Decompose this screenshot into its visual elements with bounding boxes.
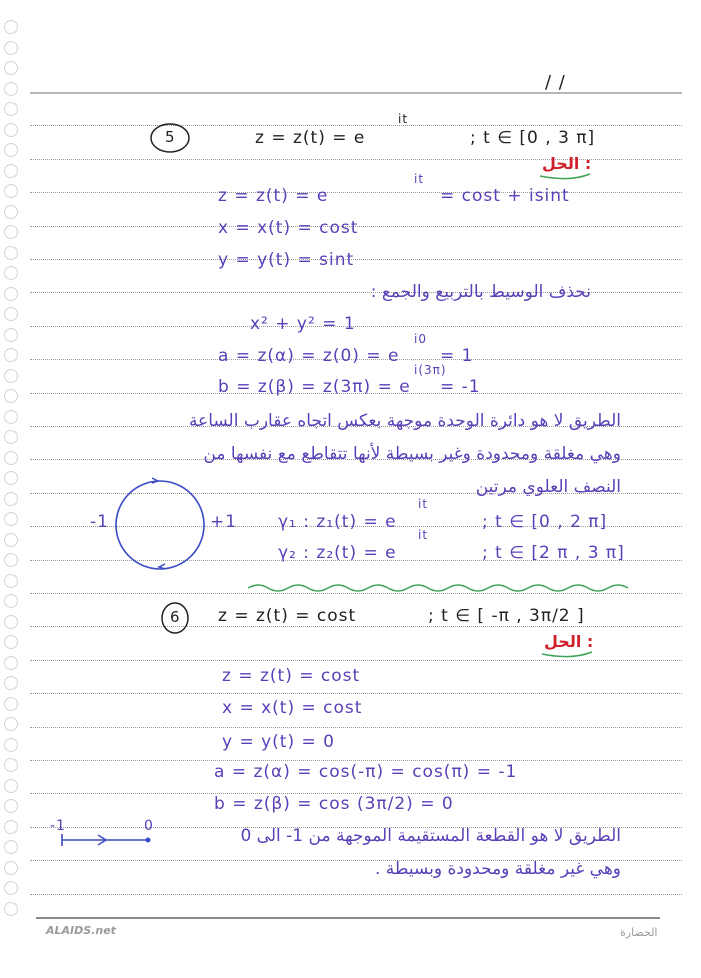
problem5-line-exponent: i(3π) [414, 363, 447, 377]
problem5-description-1: الطريق لا هو دائرة الوحدة موجهة بعكس اتجاه عقارب الساعة [188, 411, 621, 431]
problem6-description-1: الطريق لا هو القطعة المستقيمة الموجهة من 1- الى 0 [240, 826, 621, 846]
section-separator [248, 585, 628, 591]
problem5-line: z = z(t) = e [218, 186, 329, 206]
problem5-line-rest: = cost + isint [440, 186, 570, 206]
circle-label-right: +1 [210, 512, 238, 532]
problem5-line: b = z(β) = z(3π) = e [218, 377, 411, 397]
problem5-line-rest: = 1 [440, 346, 474, 366]
problem5-line: x = x(t) = cost [218, 218, 359, 238]
unit-circle [116, 481, 204, 569]
problem5-line-exponent: it [414, 172, 425, 186]
problem6-number: 6 [170, 608, 181, 626]
problem5-description-2: وهي مغلقة ومحدودة وغير بسيطة لأنها تتقاطع مع نفسها من [203, 444, 621, 464]
problem5-domain: ; t ∈ [0 , 3 π] [470, 128, 596, 148]
problem6-equation: z = z(t) = cost [218, 606, 357, 626]
segment-label-left: -1 [50, 818, 66, 834]
footer-right-logo: الحضارة [620, 926, 658, 939]
circle-label-left: -1 [90, 512, 109, 532]
problem5-line-rest: = -1 [440, 377, 481, 397]
problem5-line: نحذف الوسيط بالتربيع والجمع : [370, 282, 591, 302]
problem5-line-exponent: i0 [414, 332, 427, 346]
problem5-line: a = z(α) = z(0) = e [218, 346, 400, 366]
gamma1-exponent: it [418, 497, 429, 511]
problem5-exponent: it [398, 112, 409, 126]
problem6-line: y = y(t) = 0 [222, 732, 335, 752]
problem5-line: x² + y² = 1 [250, 314, 356, 334]
gamma2-exponent: it [418, 528, 429, 542]
problem5-equation: z = z(t) = e [255, 128, 366, 148]
solution5-underline [540, 174, 590, 179]
problem5-line: y = y(t) = sint [218, 250, 355, 270]
problem6-line: x = x(t) = cost [222, 698, 363, 718]
gamma2-domain: ; t ∈ [2 π , 3 π] [482, 543, 625, 563]
segment-right-point [146, 838, 151, 843]
gamma1-domain: ; t ∈ [0 , 2 π] [482, 512, 608, 532]
solution6-underline [542, 652, 592, 657]
gamma1-equation: γ₁ : z₁(t) = e [278, 512, 397, 532]
problem6-line: z = z(t) = cost [222, 666, 361, 686]
footer-left-logo: ALAIDS.net [46, 924, 116, 937]
problem6-domain: ; t ∈ [ -π , 3π/2 ] [428, 606, 585, 626]
problem5-description-3: النصف العلوي مرتين [475, 477, 621, 497]
segment-label-right: 0 [144, 818, 154, 834]
problem6-line: b = z(β) = cos (3π/2) = 0 [214, 794, 454, 814]
problem6-description-2: وهي غير مغلقة ومحدودة وبسيطة . [374, 859, 621, 879]
problem5-solution-label: الحل : [542, 154, 592, 173]
problem6-solution-label: الحل : [544, 632, 594, 651]
problem5-number: 5 [165, 128, 176, 146]
problem6-line: a = z(α) = cos(-π) = cos(π) = -1 [214, 762, 518, 782]
header-date: / / [545, 72, 566, 93]
gamma2-equation: γ₂ : z₂(t) = e [278, 543, 397, 563]
